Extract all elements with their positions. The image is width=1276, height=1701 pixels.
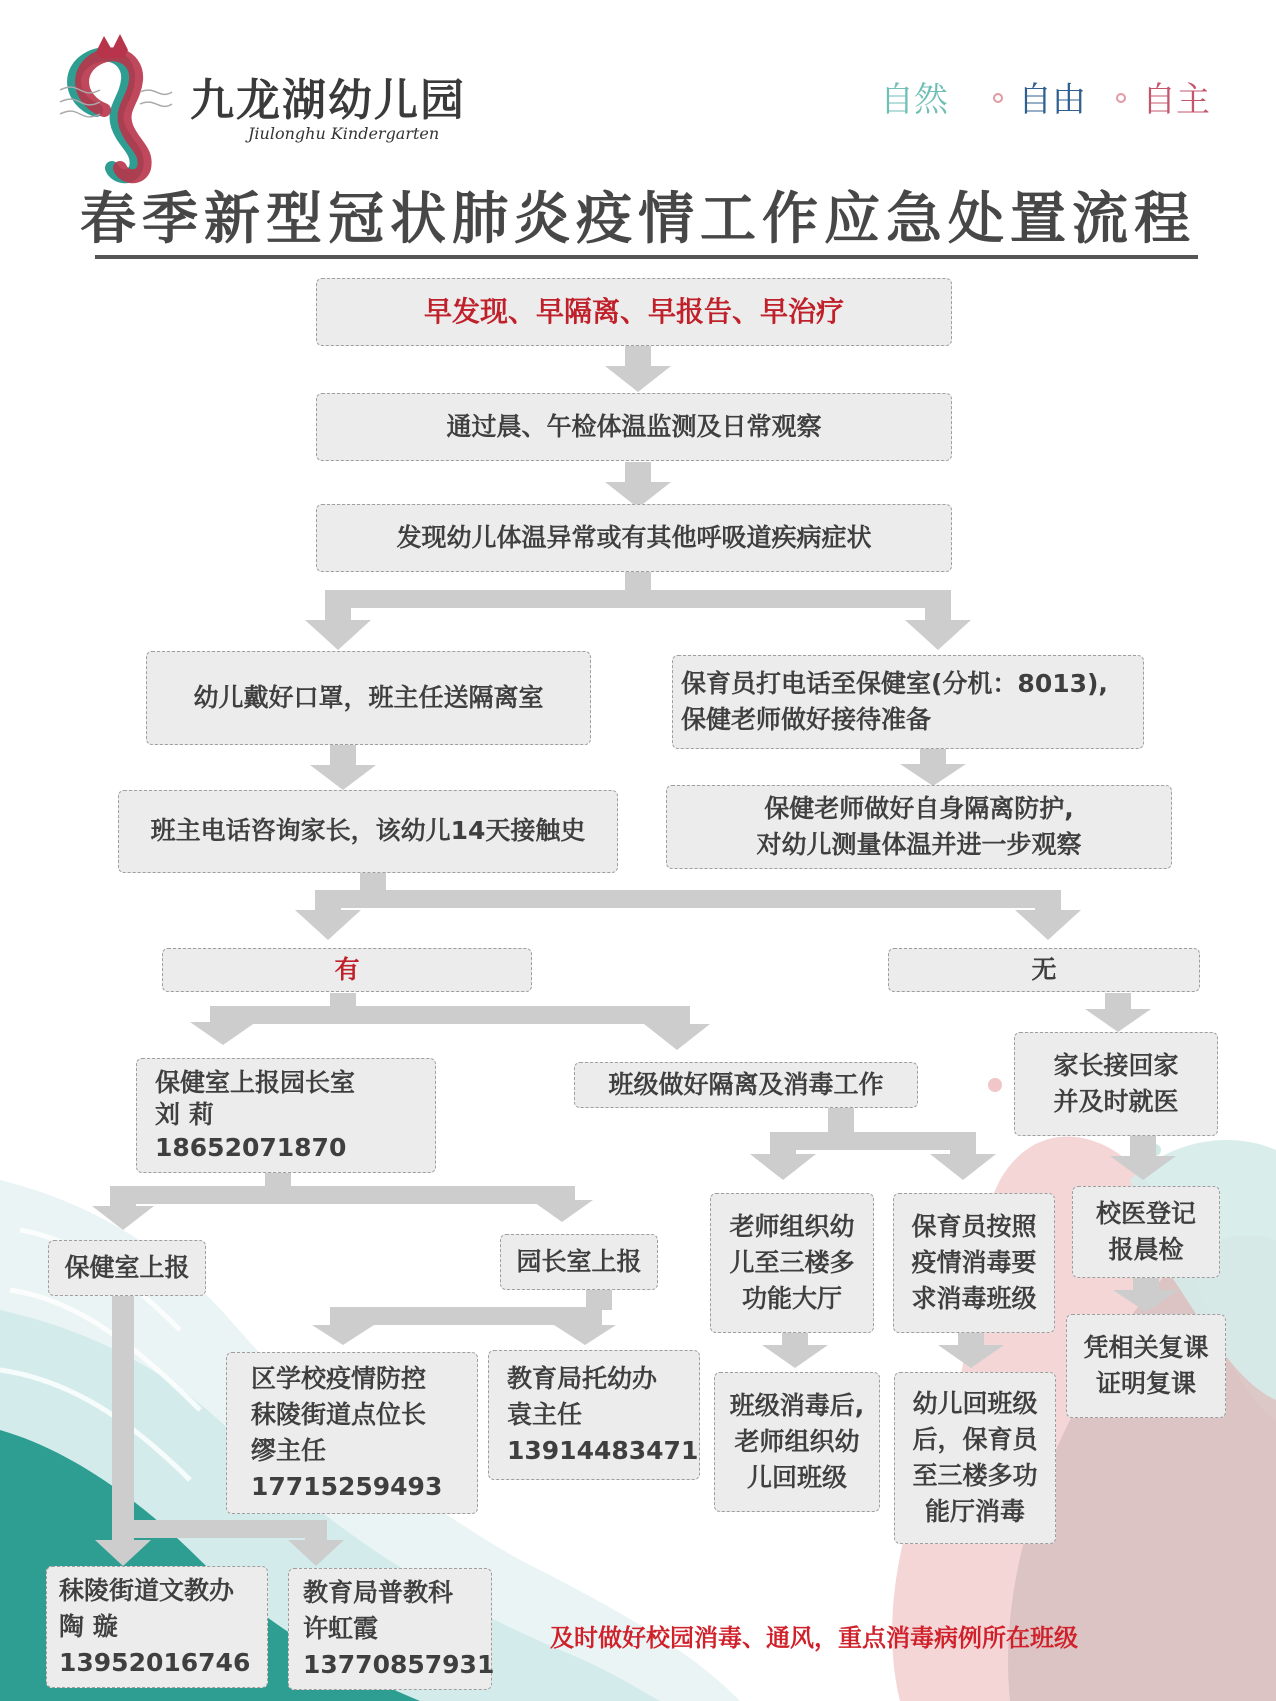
node-education-nursery <box>488 1350 700 1480</box>
node-move-to-hall <box>710 1193 874 1333</box>
node-text-line: 后，保育员 <box>912 1424 1038 1454</box>
logo-english-name: Jiulonghu Kindergarten <box>248 124 440 143</box>
node-resume-class <box>1066 1314 1226 1418</box>
node-text-line: 区学校疫情防控 <box>251 1363 427 1393</box>
slogan-autonomy: 自主 <box>1142 80 1210 120</box>
node-return-class <box>714 1372 880 1512</box>
node-text-line: 幼儿戴好口罩，班主任送隔离室 <box>193 682 544 712</box>
node-text-line: 有 <box>334 954 360 984</box>
node-text-line: 许虹霞 <box>303 1613 379 1643</box>
node-disinfect-hall <box>894 1372 1056 1544</box>
node-daily-check <box>316 393 952 461</box>
node-text-line: 报晨检 <box>1108 1235 1184 1264</box>
node-class-disinfect <box>574 1062 918 1108</box>
node-text-line: 缪主任 <box>251 1436 327 1465</box>
node-text-line: 秣陵街道点位长 <box>251 1399 427 1429</box>
node-text-line: 保育员按照 <box>911 1211 1037 1241</box>
node-text-line: 秣陵街道文教办 <box>59 1575 235 1605</box>
node-call-health-room <box>672 655 1144 749</box>
node-text-line: 至三楼多功 <box>912 1461 1038 1490</box>
node-text-line: 17715259493 <box>251 1472 443 1502</box>
node-text-line: 13952016746 <box>59 1648 251 1678</box>
logo-chinese-name: 九龙湖幼儿园 <box>190 75 466 126</box>
node-text-line: 班级消毒后, <box>729 1390 865 1420</box>
slogan-natural: 自然 <box>880 80 948 120</box>
node-text-line: 疫情消毒要 <box>911 1247 1037 1277</box>
node-text-line: 刘 莉 <box>155 1100 214 1130</box>
node-text-line: 13770857931 <box>303 1650 495 1680</box>
node-text-line: 袁主任 <box>507 1399 583 1429</box>
node-text-line: 能厅消毒 <box>924 1497 1025 1527</box>
node-text-line: 老师组织幼 <box>734 1426 860 1456</box>
node-contact-history <box>118 790 618 873</box>
node-text-line: 并及时就医 <box>1053 1087 1179 1116</box>
node-district-contact <box>226 1352 478 1514</box>
node-text-line: 儿至三楼多 <box>729 1247 855 1277</box>
node-doctor-register <box>1072 1186 1220 1278</box>
slogan-freedom: 自由 <box>1018 80 1086 120</box>
node-education-general <box>288 1568 495 1690</box>
node-abnormal-found <box>316 504 952 572</box>
footer-disinfection-note: 及时做好校园消毒、通风，重点消毒病例所在班级 <box>550 1624 1078 1652</box>
node-text-line: 保育员打电话至保健室(分机：8013), <box>681 668 1108 698</box>
node-text-line: 保健室上报 <box>64 1252 190 1282</box>
node-text-line: 通过晨、午检体温监测及日常观察 <box>446 411 822 441</box>
node-text-line: 幼儿回班级 <box>912 1388 1038 1418</box>
node-text-line: 班级做好隔离及消毒工作 <box>608 1069 884 1099</box>
node-text-line: 发现幼儿体温异常或有其他呼吸道疾病症状 <box>396 522 872 552</box>
node-mask-isolation <box>146 651 591 745</box>
node-yes <box>162 948 532 992</box>
node-report-principal <box>136 1058 436 1173</box>
page-title: 春季新型冠状肺炎疫情工作应急处置流程 <box>80 186 1196 252</box>
node-text-line: 家长接回家 <box>1053 1050 1179 1080</box>
node-text-line: 保健老师做好接待准备 <box>681 705 932 734</box>
node-text-line: 18652071870 <box>155 1132 347 1162</box>
node-text-line: 求消毒班级 <box>911 1284 1037 1314</box>
node-text-line: 无 <box>1031 954 1057 984</box>
node-health-protection <box>666 785 1172 869</box>
node-text-line: 13914483471 <box>507 1436 699 1466</box>
node-text-line: 证明复课 <box>1095 1369 1196 1398</box>
node-four-early <box>316 278 952 346</box>
node-principal-report <box>500 1234 658 1290</box>
node-health-room-report <box>48 1240 206 1296</box>
node-moling-office <box>46 1566 268 1688</box>
node-text-line: 校医登记 <box>1095 1198 1196 1228</box>
node-no <box>888 948 1200 992</box>
node-text-line: 儿回班级 <box>746 1463 847 1493</box>
node-text-line: 对幼儿测量体温并进一步观察 <box>756 830 1082 859</box>
node-text-line: 凭相关复课 <box>1083 1332 1209 1362</box>
node-parent-pickup <box>1014 1032 1218 1136</box>
node-text-line: 保健老师做好自身隔离防护, <box>764 793 1074 823</box>
node-text-line: 老师组织幼 <box>729 1211 855 1241</box>
node-text-line: 保健室上报园长室 <box>155 1067 356 1097</box>
node-text-line: 陶 璇 <box>59 1611 118 1641</box>
node-text-line: 教育局托幼办 <box>507 1363 658 1393</box>
node-text-line: 功能大厅 <box>741 1284 842 1314</box>
node-text-line: 班主电话咨询家长，该幼儿14天接触史 <box>150 816 586 846</box>
node-text-line: 早发现、早隔离、早报告、早治疗 <box>423 294 844 328</box>
node-text-line: 园长室上报 <box>516 1246 642 1276</box>
node-text-line: 教育局普教科 <box>303 1577 454 1607</box>
node-disinfect-class <box>893 1193 1055 1333</box>
